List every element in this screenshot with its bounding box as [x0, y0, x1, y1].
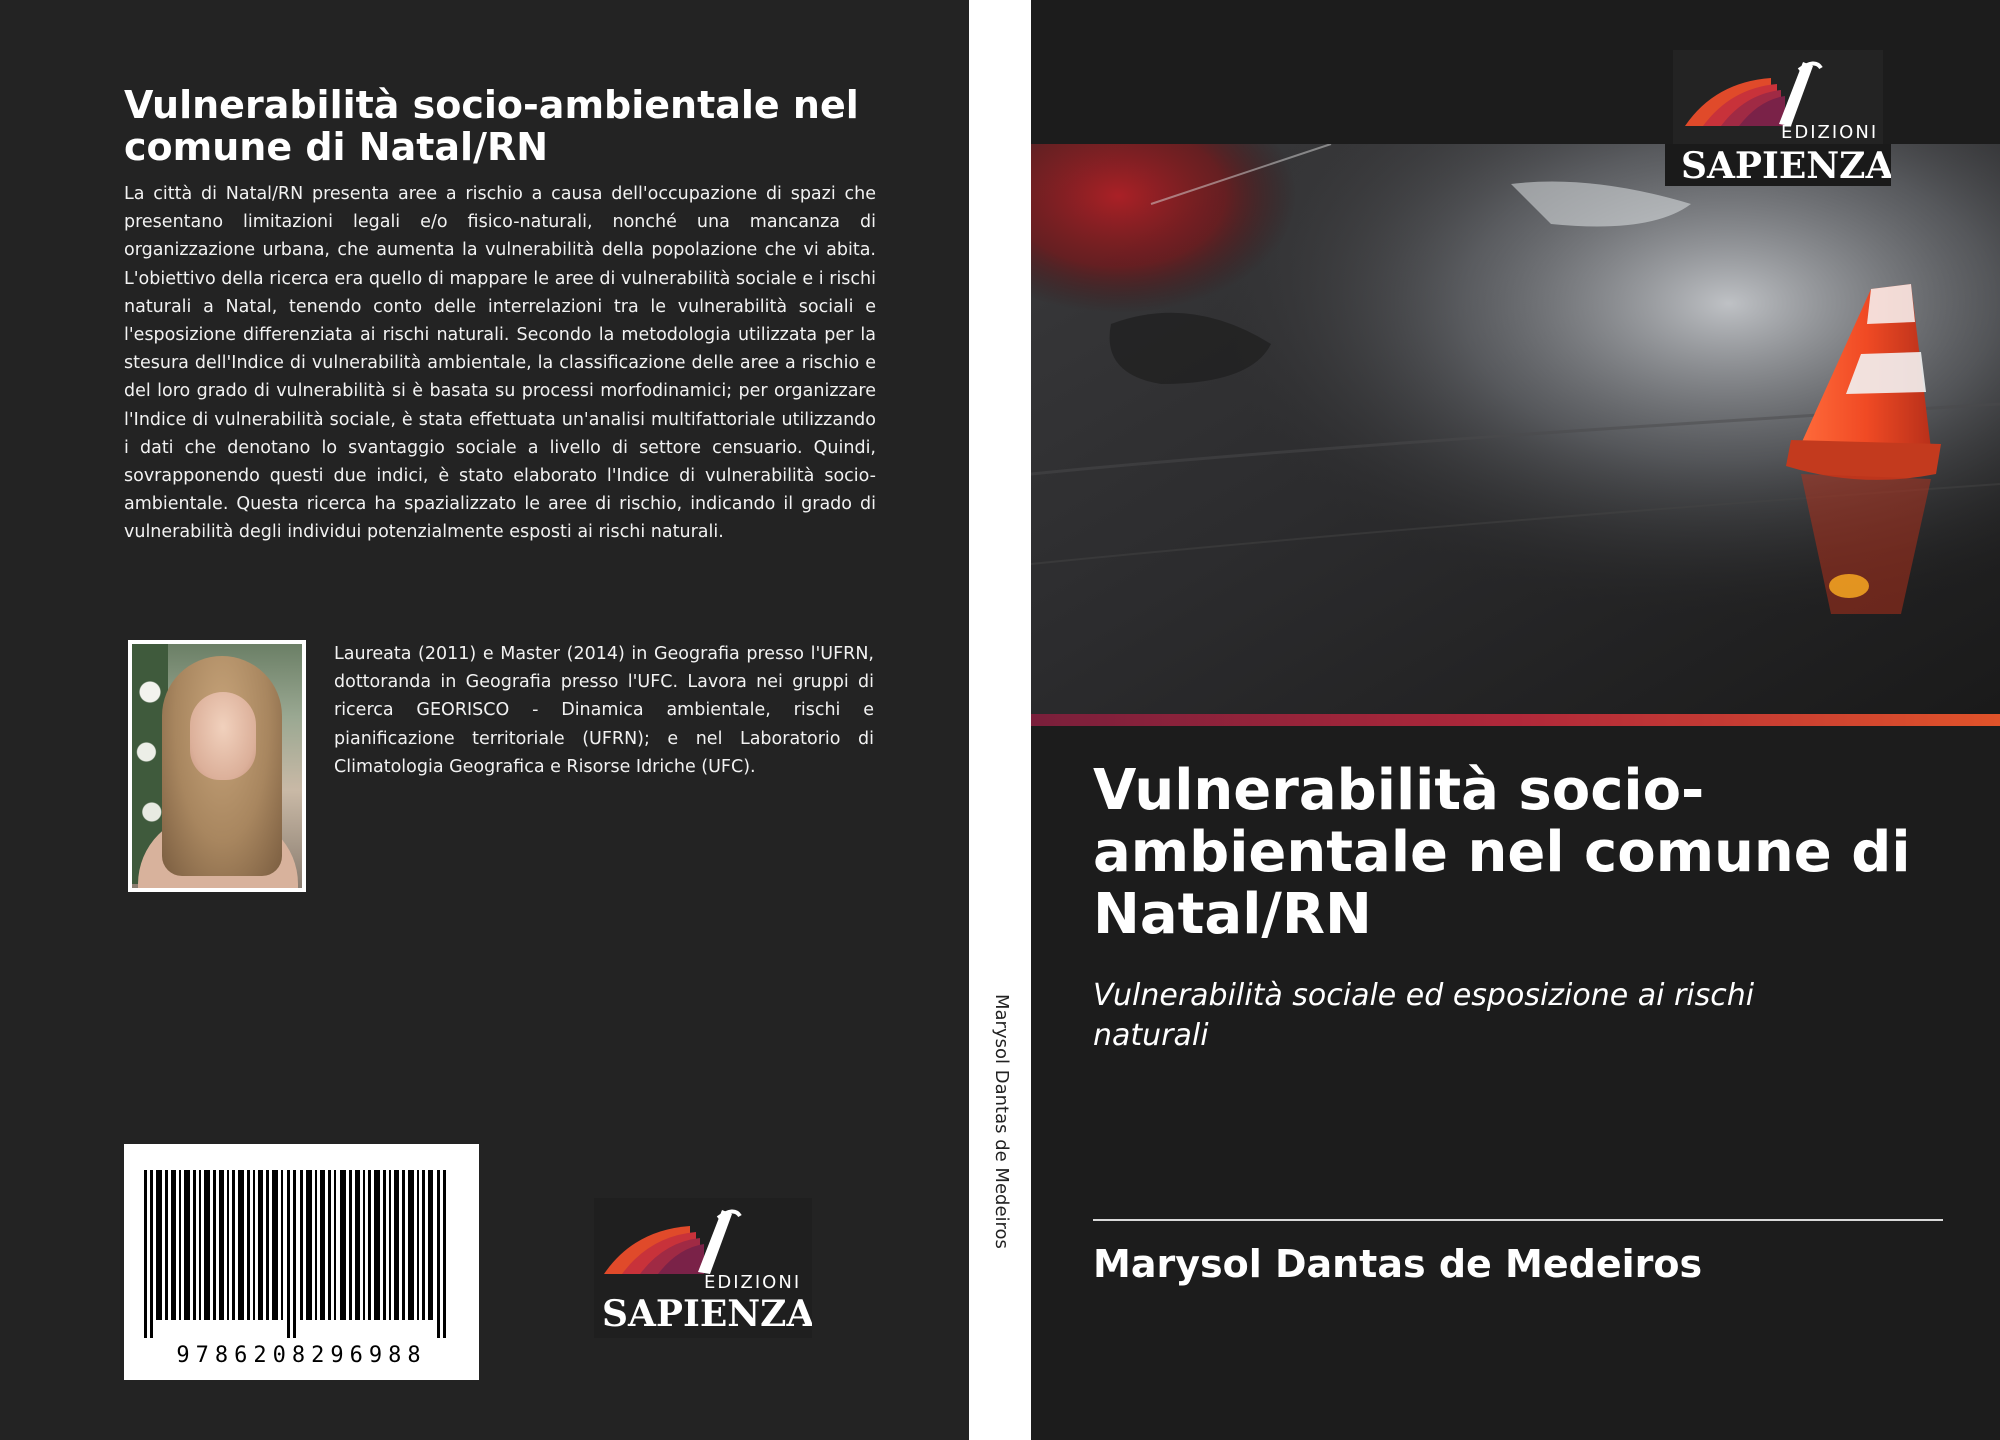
publisher-logo-back [594, 1198, 812, 1338]
publisher-line2-front: SAPIENZA [1681, 145, 1891, 186]
isbn-barcode [124, 1144, 479, 1380]
publisher-logo-front [1665, 50, 1891, 186]
cover-photo-wet-road-cone [1031, 144, 2000, 714]
divider [1093, 1219, 1943, 1221]
spine [969, 0, 1031, 1440]
front-cover-author: Marysol Dantas de Medeiros [1093, 1242, 1703, 1286]
barcode-digits: 9786208296988 [176, 1343, 427, 1368]
spine-author: Marysol Dantas de Medeiros [991, 994, 1012, 1249]
barcode-bars [144, 1170, 459, 1338]
back-cover-blurb: La città di Natal/RN presenta aree a rischio a causa dell'occupazione di spazi che presentano limitazioni legali e/o fisico-naturali, nonché una mancanza di organizzazione urbana, che aumenta la vulnerabilità della popolazione che vi abita. L'obiettivo della ricerca era quello di mappare le aree di vulnerabilità sociale e i rischi naturali a Natal, tenendo conto delle interrelazioni tra le vulnerabilità sociali e l'esposizione differenziata ai rischi naturali. Secondo la metodologia utilizzata per la stesura dell'Indice di vulnerabilità ambientale, la classificazione delle aree a rischio e del loro grado di vulnerabilità si è basata su processi morfodinamici; per organizzare l'Indice di vulnerabilità sociale, è stata effettuata un'analisi multifattoriale utilizzando i dati che denotano lo svantaggio sociale a livello di settore censuario. Quindi, sovrapponendo questi due indici, è stato elaborato l'Indice di vulnerabilità socio-ambientale. Questa ricerca ha spazializzato le aree di rischio, indicando il grado di vulnerabilità degli individui potenzialmente esposti ai rischi naturali. [124, 184, 876, 543]
author-bio: Laureata (2011) e Master (2014) in Geografia presso l'UFRN, dottoranda in Geografia presso l'UFC. Lavora nei gruppi di ricerca GEORISCO - Dinamica ambientale, rischi e pianificazione territoriale (UFRN); e nel Laboratorio di Climatologia Geografica e Risorse Idriche (UFC). [334, 644, 874, 777]
publisher-line1-front: EDIZIONI [1781, 122, 1879, 143]
back-cover [0, 0, 969, 1440]
front-cover-subtitle: Vulnerabilità sociale ed esposizione ai rischi naturali [1093, 978, 1755, 1053]
author-photo [128, 640, 306, 892]
back-cover-title: Vulnerabilità socio-ambientale nel comune di Natal/RN [124, 83, 859, 169]
front-cover-title: Vulnerabilità socio-ambientale nel comune di Natal/RN [1093, 758, 1911, 947]
cover-color-strip [1031, 714, 2000, 726]
front-cover [1031, 0, 2000, 1440]
publisher-line1-back: EDIZIONI [704, 1272, 802, 1293]
publisher-line2-back: SAPIENZA [602, 1293, 812, 1335]
